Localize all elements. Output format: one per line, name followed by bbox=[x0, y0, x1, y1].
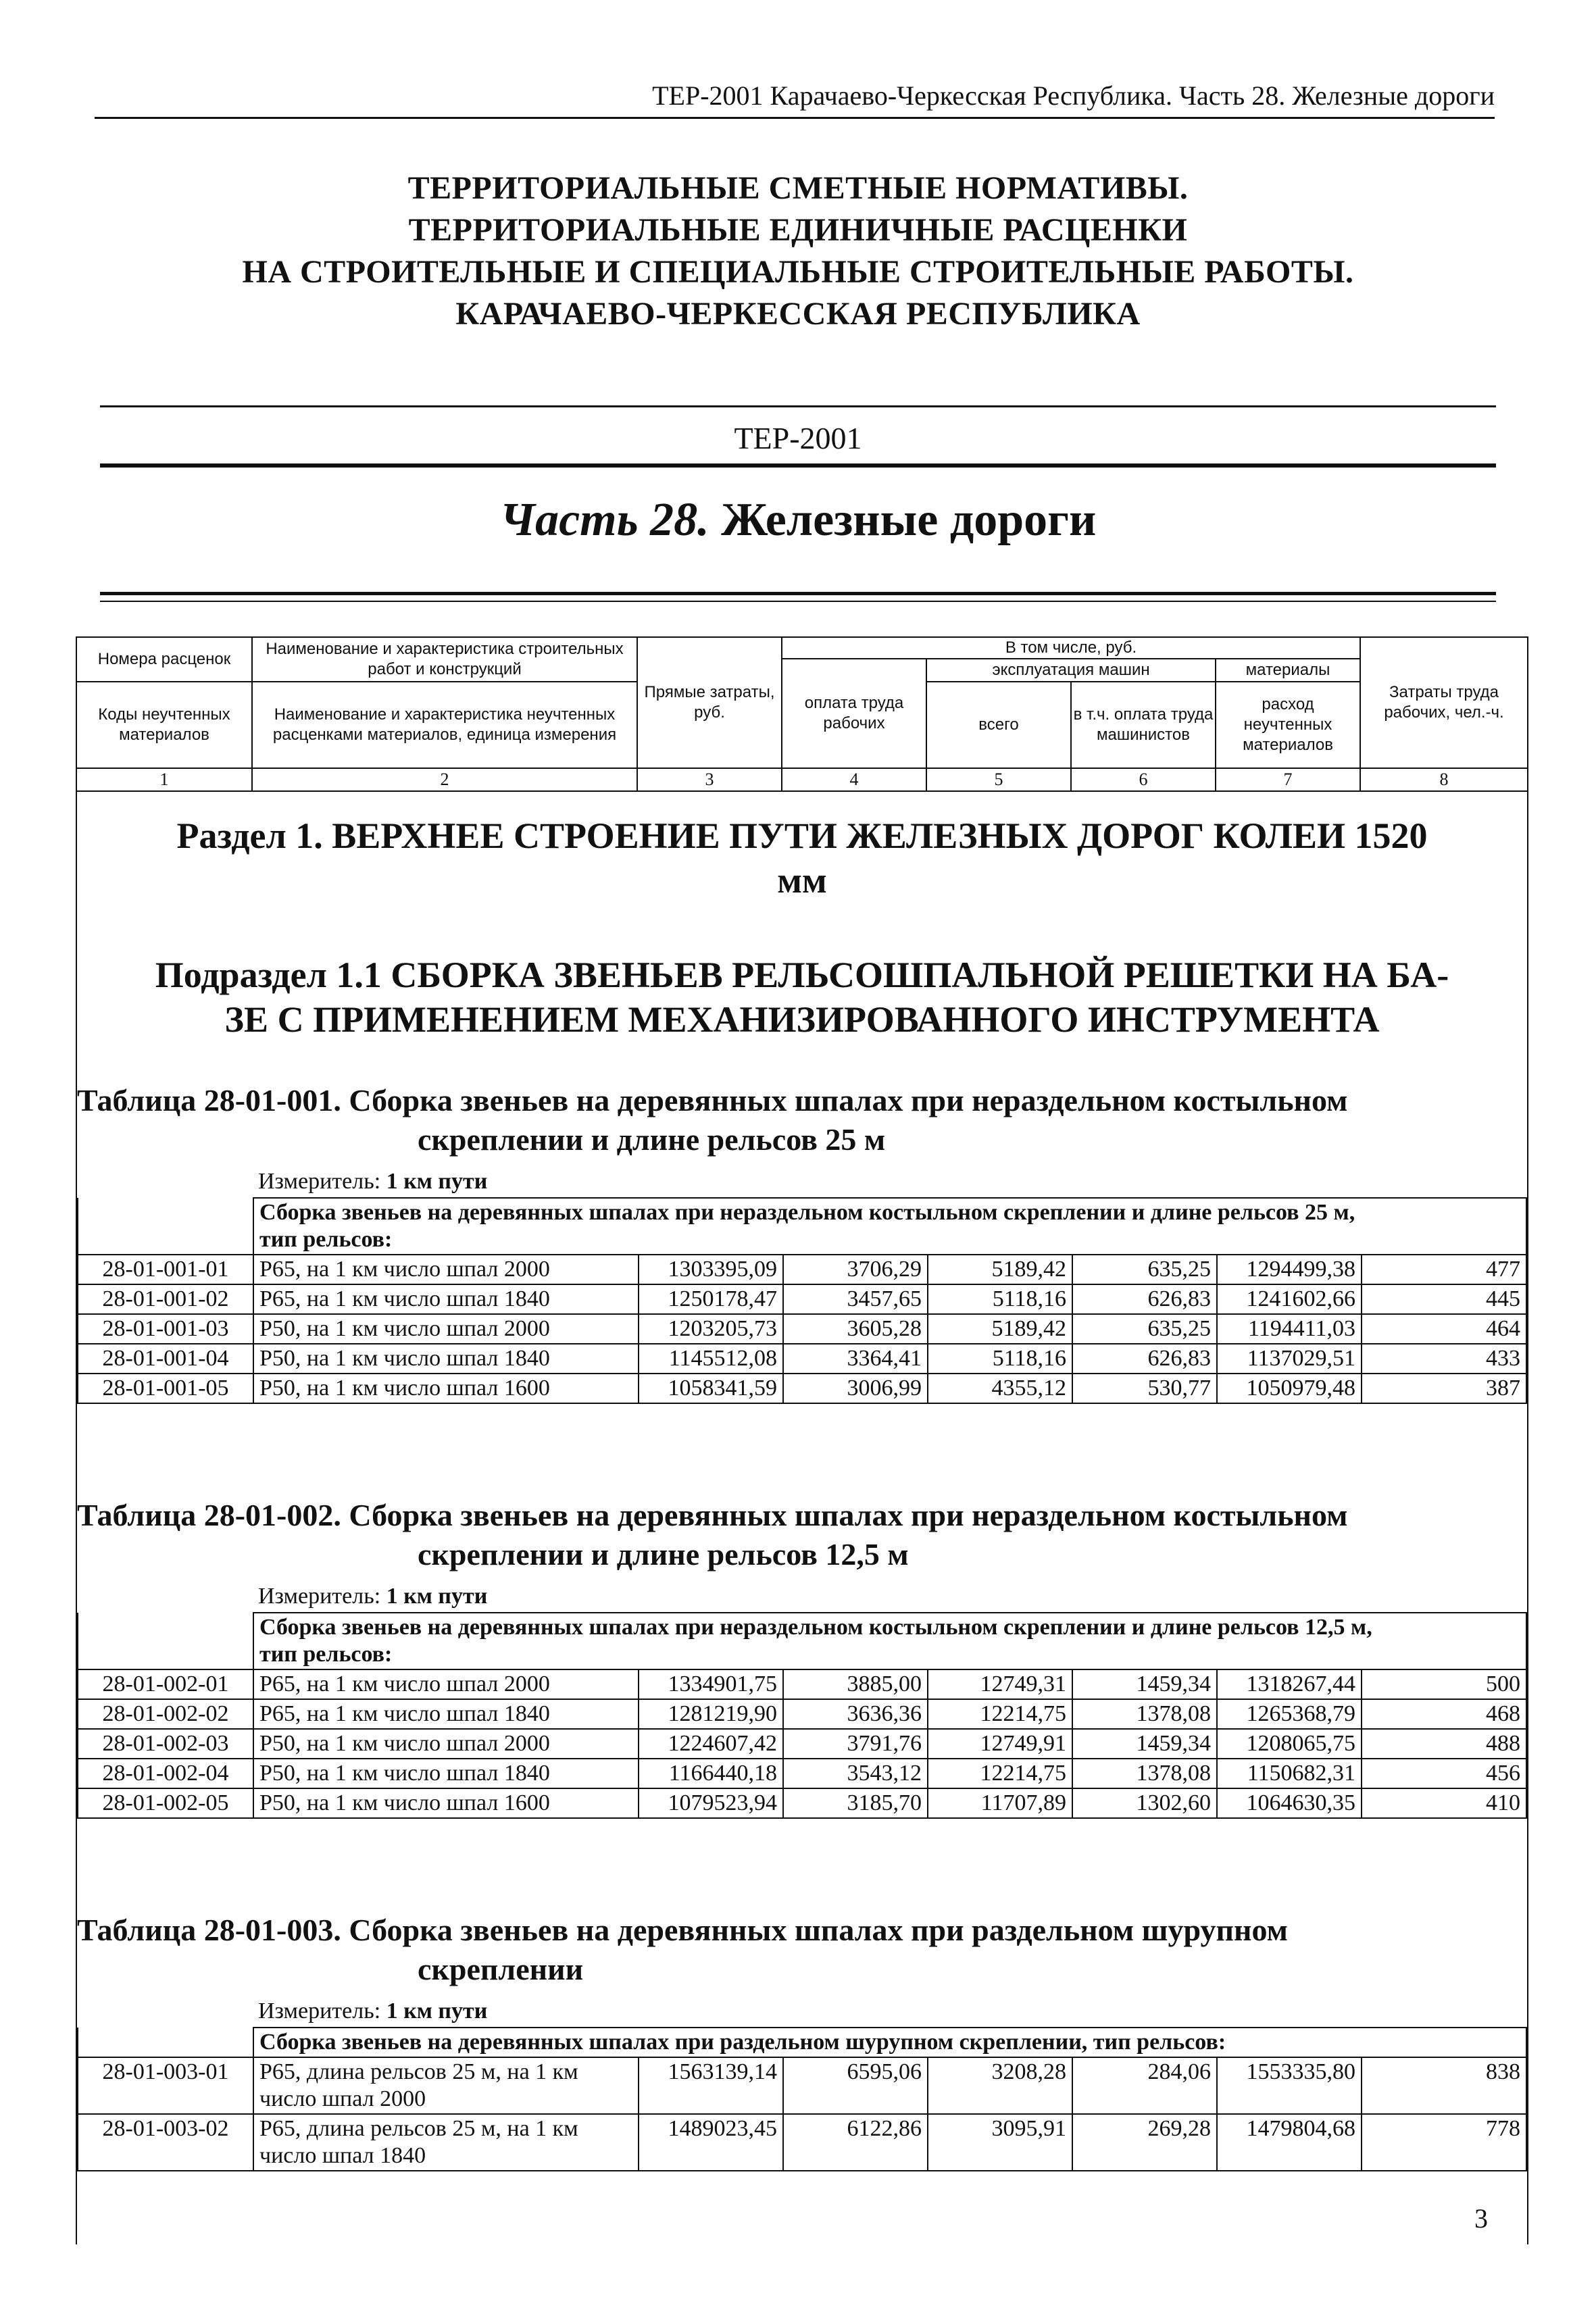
blank-cell bbox=[78, 2028, 253, 2057]
rate-code: 28-01-003-01 bbox=[78, 2057, 253, 2114]
running-head: ТЕР-2001 Карачаево-Черкесская Республика. Часть 28. Железные дороги bbox=[95, 80, 1495, 119]
part-title bbox=[95, 493, 1501, 547]
column-number: 3 bbox=[637, 768, 782, 791]
table-row bbox=[78, 1314, 1526, 1344]
labor-pay: 6595,06 bbox=[783, 2057, 928, 2114]
materials-cost: 1318267,44 bbox=[1217, 1669, 1362, 1699]
rates-block-28-01-001 bbox=[77, 1197, 1527, 1404]
header-labor-hours: Затраты труда рабочих, чел.-ч. bbox=[1360, 637, 1528, 768]
rate-code: 28-01-001-03 bbox=[78, 1314, 253, 1344]
header-machines: эксплуатация машин bbox=[926, 659, 1216, 682]
machines-total: 5118,16 bbox=[928, 1344, 1072, 1374]
section-title bbox=[77, 813, 1527, 903]
header-including: В том числе, руб. bbox=[782, 637, 1360, 659]
machines-total: 11707,89 bbox=[928, 1788, 1072, 1818]
direct-costs: 1166440,18 bbox=[639, 1759, 783, 1788]
materials-cost: 1208065,75 bbox=[1217, 1729, 1362, 1759]
labor-pay: 3791,76 bbox=[783, 1729, 928, 1759]
blank-cell bbox=[78, 1613, 253, 1669]
labor-pay: 3543,12 bbox=[783, 1759, 928, 1788]
labor-hours: 464 bbox=[1362, 1314, 1526, 1344]
labor-pay: 3636,36 bbox=[783, 1699, 928, 1729]
materials-cost: 1294499,38 bbox=[1217, 1255, 1362, 1284]
column-number: 2 bbox=[252, 768, 637, 791]
group-heading-line: Сборка звеньев на деревянных шпалах при нераздельном костыльном скреплении и длине рельсов 12,5 м, bbox=[259, 1615, 1372, 1640]
direct-costs: 1489023,45 bbox=[639, 2114, 783, 2171]
machine-operators-pay: 530,77 bbox=[1072, 1374, 1217, 1403]
rate-code: 28-01-002-05 bbox=[78, 1788, 253, 1818]
materials-cost: 1265368,79 bbox=[1217, 1699, 1362, 1729]
machine-operators-pay: 1378,08 bbox=[1072, 1759, 1217, 1788]
table-row bbox=[78, 1759, 1526, 1788]
labor-pay: 6122,86 bbox=[783, 2114, 928, 2171]
page-number: 3 bbox=[1474, 2203, 1488, 2234]
table-title-line: скреплении и длине рельсов 25 м bbox=[418, 1122, 886, 1157]
table-title-line: Таблица 28-01-003. Сборка звеньев на деревянных шпалах при раздельном шурупном bbox=[77, 1913, 1288, 1947]
materials-cost: 1150682,31 bbox=[1217, 1759, 1362, 1788]
labor-hours: 477 bbox=[1362, 1255, 1526, 1284]
rate-code: 28-01-003-02 bbox=[78, 2114, 253, 2171]
machine-operators-pay: 626,83 bbox=[1072, 1284, 1217, 1314]
divider-rule bbox=[100, 405, 1496, 407]
table-row bbox=[78, 1788, 1526, 1818]
table-title-line: скреплении и длине рельсов 12,5 м bbox=[418, 1537, 909, 1571]
section-body bbox=[76, 791, 1528, 2244]
direct-costs: 1058341,59 bbox=[639, 1374, 783, 1403]
labor-pay: 3185,70 bbox=[783, 1788, 928, 1818]
table-row bbox=[78, 2114, 1526, 2171]
labor-pay: 3706,29 bbox=[783, 1255, 928, 1284]
rates-block-28-01-003 bbox=[77, 2027, 1527, 2171]
rates-table bbox=[76, 636, 1528, 2244]
rate-description: Р50, на 1 км число шпал 2000 bbox=[253, 1729, 639, 1759]
rate-description: Р50, на 1 км число шпал 1600 bbox=[253, 1374, 639, 1403]
machine-operators-pay: 1302,60 bbox=[1072, 1788, 1217, 1818]
title-line: НА СТРОИТЕЛЬНЫЕ И СПЕЦИАЛЬНЫЕ СТРОИТЕЛЬНЫЕ РАБОТЫ. bbox=[242, 254, 1354, 290]
direct-costs: 1281219,90 bbox=[639, 1699, 783, 1729]
direct-costs: 1203205,73 bbox=[639, 1314, 783, 1344]
unit-of-measure bbox=[258, 1998, 487, 2024]
unit-label: Измеритель: bbox=[258, 1584, 381, 1609]
header-rate-numbers: Номера расценок bbox=[76, 637, 252, 682]
labor-hours: 500 bbox=[1362, 1669, 1526, 1699]
header-labor-pay: оплата труда рабочих bbox=[782, 659, 926, 768]
labor-pay: 3885,00 bbox=[783, 1669, 928, 1699]
machine-operators-pay: 635,25 bbox=[1072, 1255, 1217, 1284]
machine-operators-pay: 269,28 bbox=[1072, 2114, 1217, 2171]
column-number: 1 bbox=[76, 768, 252, 791]
column-number: 4 bbox=[782, 768, 926, 791]
direct-costs: 1250178,47 bbox=[639, 1284, 783, 1314]
labor-pay: 3605,28 bbox=[783, 1314, 928, 1344]
column-number: 8 bbox=[1360, 768, 1528, 791]
machine-operators-pay: 626,83 bbox=[1072, 1344, 1217, 1374]
materials-cost: 1479804,68 bbox=[1217, 2114, 1362, 2171]
column-number: 5 bbox=[926, 768, 1071, 791]
divider-rule bbox=[100, 463, 1496, 468]
machines-total: 4355,12 bbox=[928, 1374, 1072, 1403]
machine-operators-pay: 1459,34 bbox=[1072, 1729, 1217, 1759]
title-line: КАРАЧАЕВО-ЧЕРКЕССКАЯ РЕСПУБЛИКА bbox=[455, 296, 1141, 332]
part-name: Железные дороги bbox=[721, 494, 1097, 546]
title-line: ТЕРРИТОРИАЛЬНЫЕ ЕДИНИЧНЫЕ РАСЦЕНКИ bbox=[408, 212, 1188, 248]
group-heading-line: тип рельсов: bbox=[259, 1227, 393, 1252]
rate-description: Р50, на 1 км число шпал 1840 bbox=[253, 1344, 639, 1374]
rate-description: Р65, на 1 км число шпал 1840 bbox=[253, 1699, 639, 1729]
group-heading-line: тип рельсов: bbox=[259, 1642, 393, 1667]
table-row bbox=[78, 1729, 1526, 1759]
rate-code: 28-01-001-01 bbox=[78, 1255, 253, 1284]
table-row bbox=[78, 1284, 1526, 1314]
subsection-title bbox=[77, 953, 1527, 1042]
header-direct-costs: Прямые затраты, руб. bbox=[637, 637, 782, 768]
direct-costs: 1334901,75 bbox=[639, 1669, 783, 1699]
table-row bbox=[78, 1669, 1526, 1699]
header-materials-usage: расход неучтенных материалов bbox=[1216, 682, 1360, 768]
table-title bbox=[77, 1496, 1527, 1574]
unit-of-measure bbox=[258, 1584, 487, 1609]
part-prefix: Часть 28. bbox=[499, 494, 709, 546]
subsection-title-line: Подраздел 1.1 СБОРКА ЗВЕНЬЕВ РЕЛЬСОШПАЛЬНОЙ РЕШЕТКИ НА БА- bbox=[155, 955, 1449, 995]
table-row bbox=[78, 1699, 1526, 1729]
direct-costs: 1563139,14 bbox=[639, 2057, 783, 2114]
labor-hours: 456 bbox=[1362, 1759, 1526, 1788]
rate-code: 28-01-002-03 bbox=[78, 1729, 253, 1759]
header-material-codes: Коды неучтенных материалов bbox=[76, 682, 252, 768]
rate-description: Р65, на 1 км число шпал 1840 bbox=[253, 1284, 639, 1314]
materials-cost: 1064630,35 bbox=[1217, 1788, 1362, 1818]
machines-total: 3208,28 bbox=[928, 2057, 1072, 2114]
labor-hours: 468 bbox=[1362, 1699, 1526, 1729]
materials-cost: 1553335,80 bbox=[1217, 2057, 1362, 2114]
unit-value: 1 км пути bbox=[386, 1584, 488, 1609]
section-title-line: мм bbox=[777, 860, 827, 901]
blank-cell bbox=[78, 1198, 253, 1255]
direct-costs: 1224607,42 bbox=[639, 1729, 783, 1759]
table-row bbox=[78, 2057, 1526, 2114]
unit-label: Измеритель: bbox=[258, 1998, 381, 2023]
table-title-line: скреплении bbox=[418, 1952, 584, 1986]
group-heading bbox=[253, 1613, 1526, 1669]
machines-total: 5189,42 bbox=[928, 1314, 1072, 1344]
materials-cost: 1137029,51 bbox=[1217, 1344, 1362, 1374]
labor-hours: 433 bbox=[1362, 1344, 1526, 1374]
machines-total: 12749,31 bbox=[928, 1669, 1072, 1699]
labor-hours: 778 bbox=[1362, 2114, 1526, 2171]
machines-total: 12749,91 bbox=[928, 1729, 1072, 1759]
unit-value: 1 км пути bbox=[386, 1998, 488, 2023]
machine-operators-pay: 284,06 bbox=[1072, 2057, 1217, 2114]
direct-costs: 1303395,09 bbox=[639, 1255, 783, 1284]
rates-block-28-01-002 bbox=[77, 1612, 1527, 1819]
machines-total: 5118,16 bbox=[928, 1284, 1072, 1314]
rate-description: Р65, на 1 км число шпал 2000 bbox=[253, 1669, 639, 1699]
divider-rule bbox=[100, 592, 1496, 595]
materials-cost: 1241602,66 bbox=[1217, 1284, 1362, 1314]
rate-code: 28-01-002-04 bbox=[78, 1759, 253, 1788]
rate-description: Р50, на 1 км число шпал 1840 bbox=[253, 1759, 639, 1788]
header-materials: материалы bbox=[1216, 659, 1360, 682]
direct-costs: 1145512,08 bbox=[639, 1344, 783, 1374]
labor-pay: 3364,41 bbox=[783, 1344, 928, 1374]
rate-code: 28-01-001-05 bbox=[78, 1374, 253, 1403]
labor-hours: 387 bbox=[1362, 1374, 1526, 1403]
table-row bbox=[78, 1374, 1526, 1403]
rate-code: 28-01-002-01 bbox=[78, 1669, 253, 1699]
document-title bbox=[81, 168, 1515, 335]
header-material-name: Наименование и характеристика неучтенных расценками материалов, единица измерения bbox=[252, 682, 637, 768]
rate-code: 28-01-001-04 bbox=[78, 1344, 253, 1374]
labor-hours: 488 bbox=[1362, 1729, 1526, 1759]
labor-pay: 3006,99 bbox=[783, 1374, 928, 1403]
rate-description: Р50, на 1 км число шпал 1600 bbox=[253, 1788, 639, 1818]
machines-total: 12214,75 bbox=[928, 1699, 1072, 1729]
labor-hours: 838 bbox=[1362, 2057, 1526, 2114]
unit-label: Измеритель: bbox=[258, 1169, 381, 1194]
table-title-line: Таблица 28-01-002. Сборка звеньев на деревянных шпалах при нераздельном костыльном bbox=[77, 1498, 1348, 1532]
labor-pay: 3457,65 bbox=[783, 1284, 928, 1314]
group-heading bbox=[253, 1198, 1526, 1255]
table-title bbox=[77, 1081, 1527, 1159]
materials-cost: 1194411,03 bbox=[1217, 1314, 1362, 1344]
rate-description: Р65, на 1 км число шпал 2000 bbox=[253, 1255, 639, 1284]
rate-code: 28-01-001-02 bbox=[78, 1284, 253, 1314]
rate-description: Р65, длина рельсов 25 м, на 1 км число шпал 2000 bbox=[253, 2057, 639, 2114]
machine-operators-pay: 1378,08 bbox=[1072, 1699, 1217, 1729]
labor-hours: 410 bbox=[1362, 1788, 1526, 1818]
header-machine-operators: в т.ч. оплата труда машинистов bbox=[1071, 682, 1216, 768]
rate-code: 28-01-002-02 bbox=[78, 1699, 253, 1729]
table-row bbox=[78, 1344, 1526, 1374]
section-title-line: Раздел 1. ВЕРХНЕЕ СТРОЕНИЕ ПУТИ ЖЕЛЕЗНЫХ ДОРОГ КОЛЕИ 1520 bbox=[176, 815, 1428, 856]
table-row bbox=[78, 1255, 1526, 1284]
materials-cost: 1050979,48 bbox=[1217, 1374, 1362, 1403]
header-work-name: Наименование и характеристика строительных работ и конструкций bbox=[252, 637, 637, 682]
table-title-line: Таблица 28-01-001. Сборка звеньев на деревянных шпалах при нераздельном костыльном bbox=[77, 1083, 1348, 1117]
machine-operators-pay: 1459,34 bbox=[1072, 1669, 1217, 1699]
labor-hours: 445 bbox=[1362, 1284, 1526, 1314]
machines-total: 12214,75 bbox=[928, 1759, 1072, 1788]
table-title bbox=[77, 1911, 1527, 1989]
title-line: ТЕРРИТОРИАЛЬНЫЕ СМЕТНЫЕ НОРМАТИВЫ. bbox=[407, 170, 1189, 206]
group-heading-line: Сборка звеньев на деревянных шпалах при нераздельном костыльном скреплении и длине рельсов 25 м, bbox=[259, 1200, 1355, 1225]
unit-of-measure bbox=[258, 1169, 487, 1194]
machine-operators-pay: 635,25 bbox=[1072, 1314, 1217, 1344]
subsection-title-line: ЗЕ С ПРИМЕНЕНИЕМ МЕХАНИЗИРОВАННОГО ИНСТРУМЕНТА bbox=[224, 999, 1380, 1040]
group-heading-line: Сборка звеньев на деревянных шпалах при раздельном шурупном скреплении, тип рельсов: bbox=[259, 2030, 1226, 2055]
divider-rule bbox=[100, 601, 1496, 602]
header-machines-total: всего bbox=[926, 682, 1071, 768]
rate-description: Р65, длина рельсов 25 м, на 1 км число шпал 1840 bbox=[253, 2114, 639, 2171]
column-number: 6 bbox=[1071, 768, 1216, 791]
column-number: 7 bbox=[1216, 768, 1360, 791]
rate-description: Р50, на 1 км число шпал 2000 bbox=[253, 1314, 639, 1344]
machines-total: 5189,42 bbox=[928, 1255, 1072, 1284]
ter-code: ТЕР-2001 bbox=[734, 421, 862, 455]
direct-costs: 1079523,94 bbox=[639, 1788, 783, 1818]
unit-value: 1 км пути bbox=[386, 1169, 488, 1194]
machines-total: 3095,91 bbox=[928, 2114, 1072, 2171]
group-heading bbox=[253, 2028, 1526, 2057]
